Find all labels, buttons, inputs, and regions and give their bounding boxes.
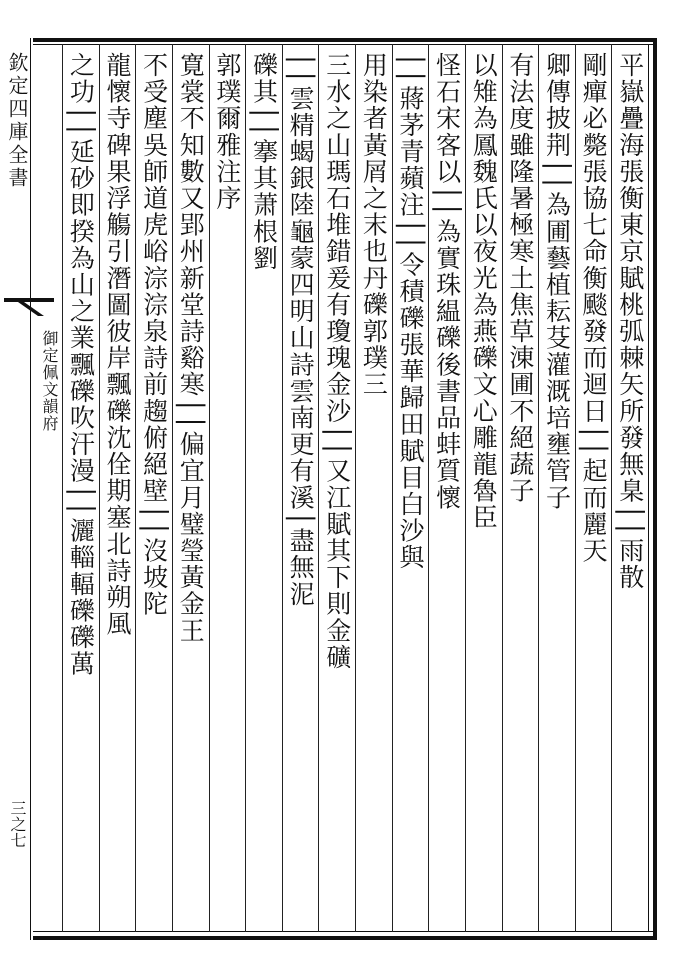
frame-top-rule	[33, 38, 657, 42]
book-subtitle: 御定佩文韻府	[40, 330, 59, 432]
frame-right-rule	[653, 38, 657, 940]
text-column: 三水之山瑪石堆錯爰有瓊瑰金沙││又江賦其下則金礦	[322, 52, 352, 671]
text-column: 之功││延砂即揆為山之業飄礫吹汗漫││灑輜輻礫礫萬	[66, 52, 96, 678]
frame-top-inner-rule	[33, 44, 657, 45]
column-rule	[62, 44, 63, 932]
text-column: 卿傳披荆││為圃藝植耘芟灌溉培壅管子	[542, 52, 572, 511]
text-column: 怪石宋客以││為實珠緼礫後書品蚌質懷	[432, 52, 462, 511]
text-column: 龍懷寺碑果浮觴引潛圖彼岸飄礫沈佺期塞北詩朔風	[102, 52, 132, 638]
folio-number: 三之七	[8, 800, 27, 848]
text-column: 以雉為鳳魏氏以夜光為燕礫文心雕龍魯臣	[469, 52, 499, 531]
text-column: 有法度雖隆暑極寒土焦草涷圃不絕蔬子	[505, 52, 535, 505]
fish-tail-mark	[4, 296, 54, 318]
text-column: 礫其││搴其萧根劉	[249, 52, 279, 272]
text-column: ││蔣茅青蘋注││令積礫張華歸田賦目白沙與	[395, 52, 425, 571]
book-title: 欽定四庫全書	[5, 52, 29, 190]
text-column: 用染者黃屑之末也丹礫郭璞三	[359, 52, 389, 398]
frame-bottom-rule	[33, 936, 657, 940]
text-column: 剛癉必斃張協七命衡颷發而迴日││起而麗天	[579, 52, 609, 565]
text-column: 不受塵吳師道虎峪淙淙泉詩前趨俯絕壁││沒坡陀	[139, 52, 169, 618]
text-column: 郭璞爾雅注序	[212, 52, 242, 212]
text-column: 平嶽疊海張衡東京賦桃弧棘矢所發無臬││雨散	[615, 52, 645, 591]
text-column: ││雲精蝎銀陸龜蒙四明山詩雲南更有溪│盡無泥	[286, 52, 316, 608]
text-column: 寛裳不知數又郢州新堂詩谿寒││偏宜月璧瑩黃金王	[176, 52, 206, 644]
margin-separator-rule	[30, 38, 31, 940]
